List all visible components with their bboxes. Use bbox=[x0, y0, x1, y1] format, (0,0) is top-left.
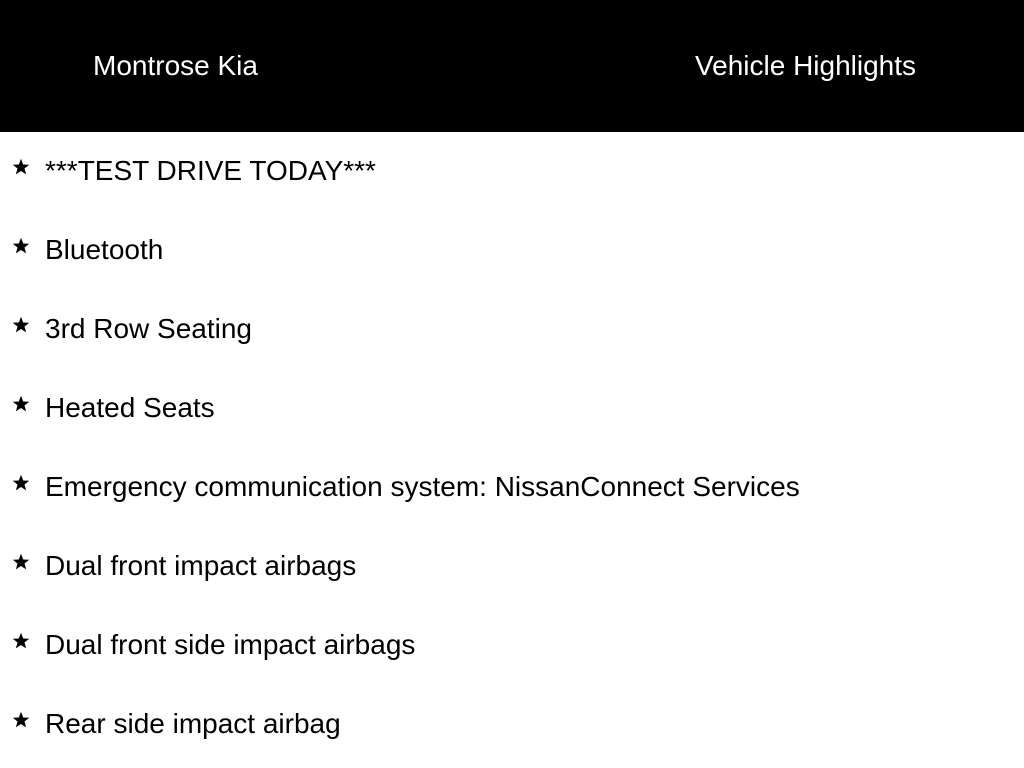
section-title: Vehicle Highlights bbox=[695, 50, 917, 81]
star-icon bbox=[10, 156, 32, 178]
star-icon bbox=[10, 314, 32, 336]
highlight-item bbox=[0, 369, 1024, 448]
highlight-text: Emergency communication system: NissanConnect Services bbox=[45, 471, 800, 502]
highlight-item bbox=[0, 211, 1024, 290]
star-icon bbox=[10, 235, 32, 257]
highlight-text: ***TEST DRIVE TODAY*** bbox=[45, 155, 376, 186]
highlight-item bbox=[0, 132, 1024, 211]
star-icon bbox=[10, 393, 32, 415]
header-bar bbox=[0, 0, 1024, 132]
highlight-item bbox=[0, 290, 1024, 369]
star-icon bbox=[10, 709, 32, 731]
highlight-text: 3rd Row Seating bbox=[45, 313, 253, 344]
highlights-list bbox=[0, 132, 1024, 764]
star-icon bbox=[10, 472, 32, 494]
highlight-item bbox=[0, 606, 1024, 685]
star-icon bbox=[10, 551, 32, 573]
star-icon bbox=[10, 630, 32, 652]
highlight-text: Heated Seats bbox=[45, 392, 215, 423]
highlight-item bbox=[0, 448, 1024, 527]
highlight-text: Bluetooth bbox=[45, 234, 164, 265]
dealer-name: Montrose Kia bbox=[93, 50, 258, 81]
highlight-text: Dual front impact airbags bbox=[45, 550, 357, 581]
highlight-text: Dual front side impact airbags bbox=[45, 629, 416, 660]
highlight-item bbox=[0, 527, 1024, 606]
highlight-item bbox=[0, 685, 1024, 764]
highlight-text: Rear side impact airbag bbox=[45, 708, 341, 739]
